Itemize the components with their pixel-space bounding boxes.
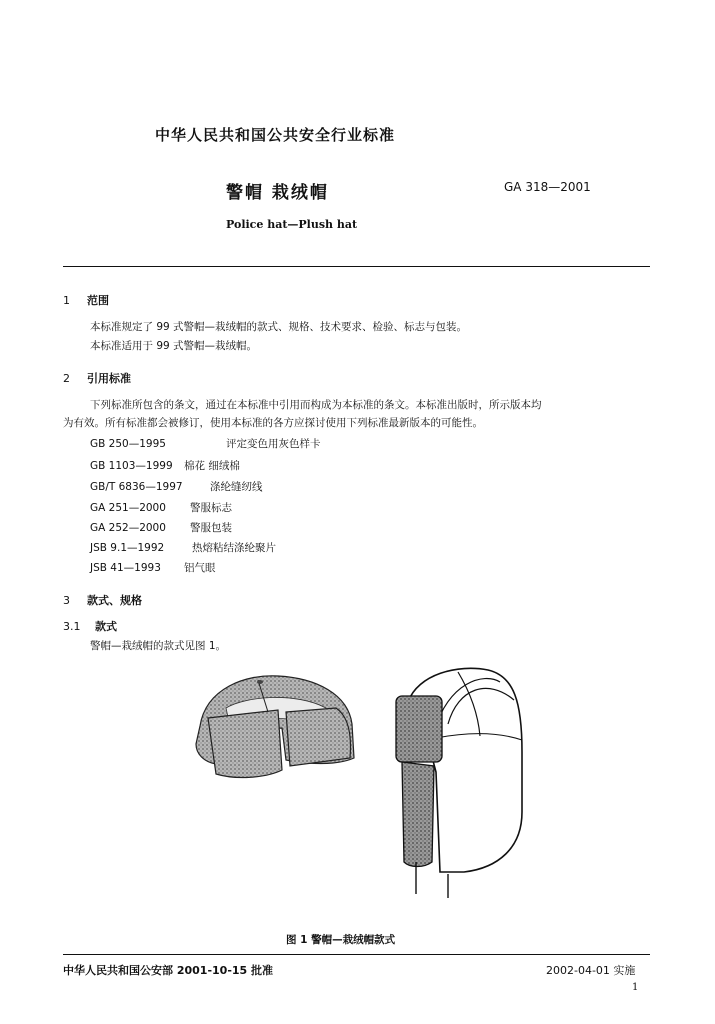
standard-number: GA 318—2001 [504, 180, 591, 194]
reference-item [90, 540, 276, 555]
reference-name: 涤纶缝纫线 [210, 481, 263, 493]
section-1-number: 1 [63, 294, 70, 307]
reference-name: 评定变色用灰色样卡 [226, 438, 321, 450]
section-3-1-number: 3.1 [63, 620, 81, 633]
plush-hat-side-illustration [388, 662, 530, 898]
section-1-paragraph-2: 本标准适用于 99 式警帽—栽绒帽。 [90, 340, 258, 352]
plush-hat-front-illustration [186, 668, 366, 786]
footer-rule [63, 954, 650, 955]
document-title: 警帽 栽绒帽 [226, 183, 329, 203]
figure-1-caption: 图 1 警帽—栽绒帽款式 [286, 934, 396, 946]
header-rule [63, 266, 650, 267]
reference-name: 铝气眼 [184, 562, 216, 574]
section-3-1-title: 款式 [95, 620, 117, 633]
reference-code: GB 1103—1999 [90, 460, 173, 472]
reference-item [90, 500, 232, 515]
section-3-1-paragraph: 警帽—栽绒帽的款式见图 1。 [90, 640, 227, 652]
reference-item [90, 436, 321, 451]
reference-code: JSB 41—1993 [90, 562, 161, 574]
issuing-organization: 中华人民共和国公共安全行业标准 [155, 126, 396, 144]
reference-code: JSB 9.1—1992 [90, 542, 165, 554]
section-1-paragraph-1: 本标准规定了 99 式警帽—栽绒帽的款式、规格、技术要求、检验、标志与包装。 [90, 321, 468, 333]
section-2-number: 2 [63, 372, 70, 385]
reference-name: 热熔粘结涤纶聚片 [192, 542, 276, 554]
reference-item [90, 520, 232, 535]
section-2-paragraph-line-2: 为有效。所有标准都会被修订，使用本标准的各方应探讨使用下列标准最新版本的可能性。 [63, 417, 483, 429]
page-number: 1 [632, 982, 639, 993]
section-2-heading [63, 370, 131, 386]
reference-item [90, 479, 263, 494]
section-1-title: 范围 [87, 294, 109, 307]
approval-date: 中华人民共和国公安部 2001-10-15 批准 [63, 964, 274, 977]
section-3-number: 3 [63, 594, 70, 607]
reference-code: GA 252—2000 [90, 522, 166, 534]
reference-code: GB 250—1995 [90, 438, 166, 450]
reference-code: GB/T 6836—1997 [90, 481, 183, 493]
implementation-date: 2002-04-01 实施 [546, 964, 636, 977]
section-2-paragraph-line-1: 下列标准所包含的条文，通过在本标准中引用而构成为本标准的条文。本标准出版时，所示版本均 [90, 399, 542, 411]
section-3-title: 款式、规格 [87, 594, 142, 607]
section-3-1-heading [63, 618, 117, 634]
reference-item [90, 458, 240, 473]
reference-name: 警服包装 [190, 522, 232, 534]
section-1-heading [63, 292, 109, 308]
reference-code: GA 251—2000 [90, 502, 166, 514]
english-title: Police hat—Plush hat [226, 218, 358, 231]
section-2-title: 引用标准 [87, 372, 131, 385]
reference-item [90, 560, 216, 575]
reference-name: 警服标志 [190, 502, 232, 514]
reference-name: 棉花 细绒棉 [184, 460, 240, 472]
section-3-heading [63, 592, 142, 608]
